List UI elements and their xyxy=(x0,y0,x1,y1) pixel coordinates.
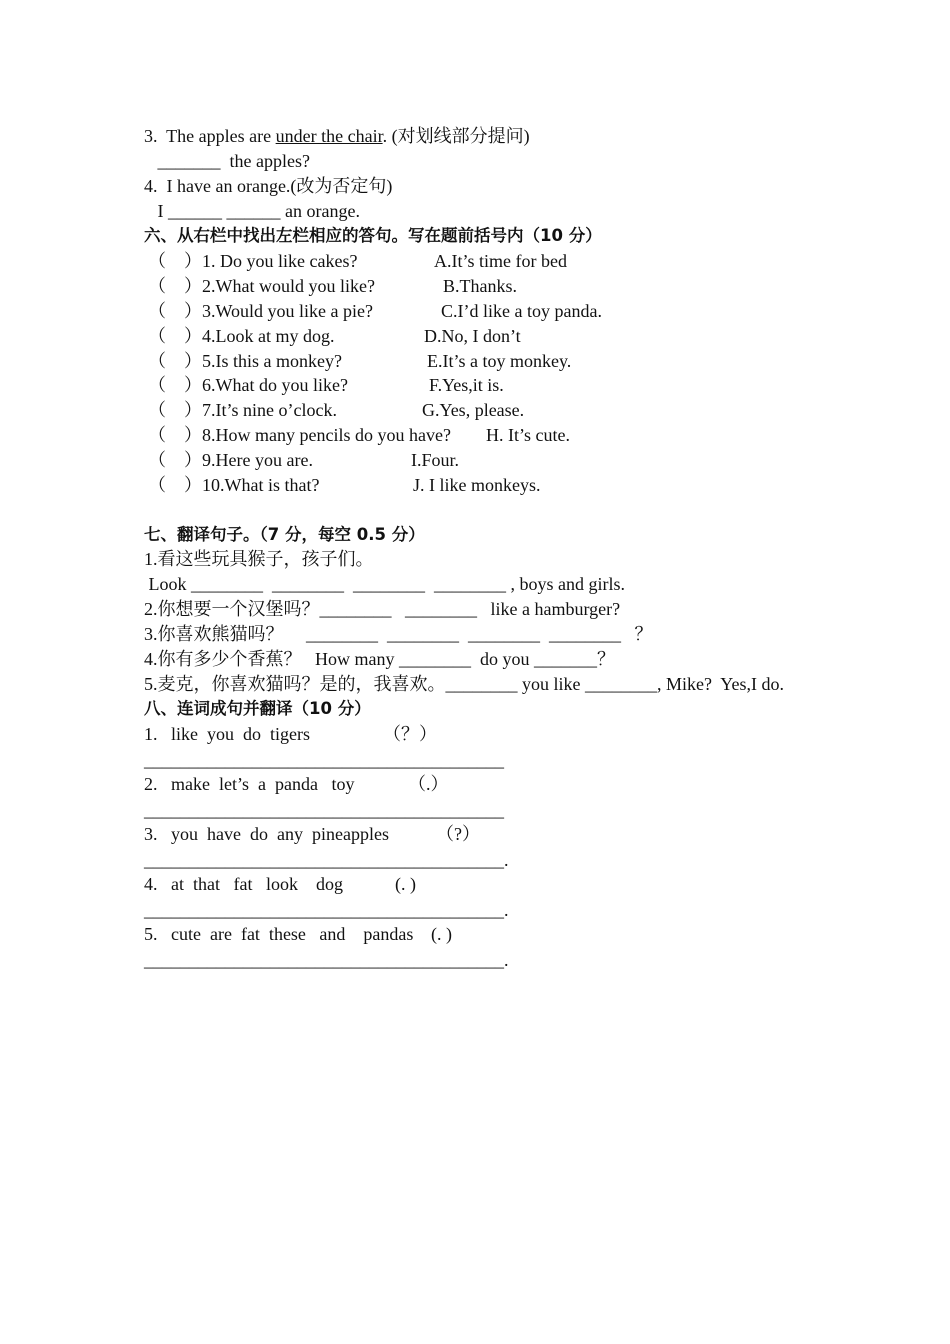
q4-line: 4. I have an orange.(改为否定句) xyxy=(144,176,393,196)
match-left-item: （ ）7.It’s nine o’clock. xyxy=(148,400,337,420)
translation-item: 4.你有多少个香蕉？ How many ________ do you _______？ xyxy=(144,649,615,669)
match-right-item: A.It’s time for bed xyxy=(434,251,567,271)
reorder-prompt: 1. like you do tigers xyxy=(144,724,310,744)
match-left-item: （ ）6.What do you like? xyxy=(148,375,348,395)
match-right-item: H. It’s cute. xyxy=(486,425,570,445)
q3-prefix: 3. The apples are xyxy=(144,126,276,146)
match-left-item: （ ）10.What is that? xyxy=(148,475,320,495)
match-left-item: （ ）5.Is this a monkey? xyxy=(148,351,342,371)
reorder-answer-line: ________________________________________ xyxy=(144,750,504,770)
reorder-answer-line: ________________________________________ xyxy=(144,800,504,820)
q3-underlined-phrase: under the chair xyxy=(275,126,383,146)
match-right-item: F.Yes,it is. xyxy=(429,375,504,395)
q4-answer-line: I ______ ______ an orange. xyxy=(144,201,360,221)
reorder-prompt: 4. at that fat look dog xyxy=(144,874,343,894)
q3-answer-line: _______ the apples? xyxy=(144,151,310,171)
match-right-item: J. I like monkeys. xyxy=(413,475,541,495)
translation-item: 2.你想要一个汉堡吗？________ ________ like a hamburger? xyxy=(144,599,621,619)
q3-suffix: . (对划线部分提问) xyxy=(382,126,530,146)
match-left-item: （ ）4.Look at my dog. xyxy=(148,326,335,346)
match-right-item: C.I’d like a toy panda. xyxy=(441,301,602,321)
translation-item: 5.麦克，你喜欢猫吗？是的，我喜欢。________ you like ________, Mike? Yes,I do. xyxy=(144,674,784,694)
reorder-prompt: 5. cute are fat these and pandas xyxy=(144,924,414,944)
translation-item: 1.看这些玩具猴子，孩子们。 xyxy=(144,549,374,569)
q3-line xyxy=(144,124,530,148)
match-right-item: B.Thanks. xyxy=(443,276,517,296)
reorder-punctuation-mark: (. ) xyxy=(395,874,416,894)
match-left-item: （ ）8.How many pencils do you have? xyxy=(148,425,451,445)
reorder-prompt: 2. make let’s a panda toy xyxy=(144,774,355,794)
section6-heading: 六、从右栏中找出左栏相应的答句。写在题前括号内（10 分） xyxy=(144,226,602,245)
reorder-answer-line: ________________________________________. xyxy=(144,950,509,970)
section7-heading: 七、翻译句子。（7 分，每空 0.5 分） xyxy=(144,525,425,544)
match-left-item: （ ）1. Do you like cakes? xyxy=(148,251,358,271)
translation-item: 3.你喜欢熊猫吗？ ________ ________ ________ ________ ？ xyxy=(144,624,653,644)
translation-answer-line: Look ________ ________ ________ ________ , boys and girls. xyxy=(144,574,625,594)
reorder-punctuation-mark: （？） xyxy=(383,724,437,744)
reorder-prompt: 3. you have do any pineapples xyxy=(144,824,389,844)
section8-heading: 八、连词成句并翻译（10 分） xyxy=(144,699,371,718)
reorder-punctuation-mark: (. ) xyxy=(431,924,452,944)
match-left-item: （ ）3.Would you like a pie? xyxy=(148,301,374,321)
reorder-punctuation-mark: （.） xyxy=(408,774,449,794)
match-right-item: G.Yes, please. xyxy=(422,400,525,420)
match-right-item: E.It’s a toy monkey. xyxy=(427,351,572,371)
reorder-punctuation-mark: （?） xyxy=(436,824,480,844)
match-left-item: （ ）2.What would you like? xyxy=(148,276,375,296)
reorder-answer-line: ________________________________________. xyxy=(144,900,509,920)
match-right-item: I.Four. xyxy=(411,450,460,470)
match-left-item: （ ）9.Here you are. xyxy=(148,450,313,470)
match-right-item: D.No, I don’t xyxy=(424,326,521,346)
reorder-answer-line: ________________________________________. xyxy=(144,850,509,870)
